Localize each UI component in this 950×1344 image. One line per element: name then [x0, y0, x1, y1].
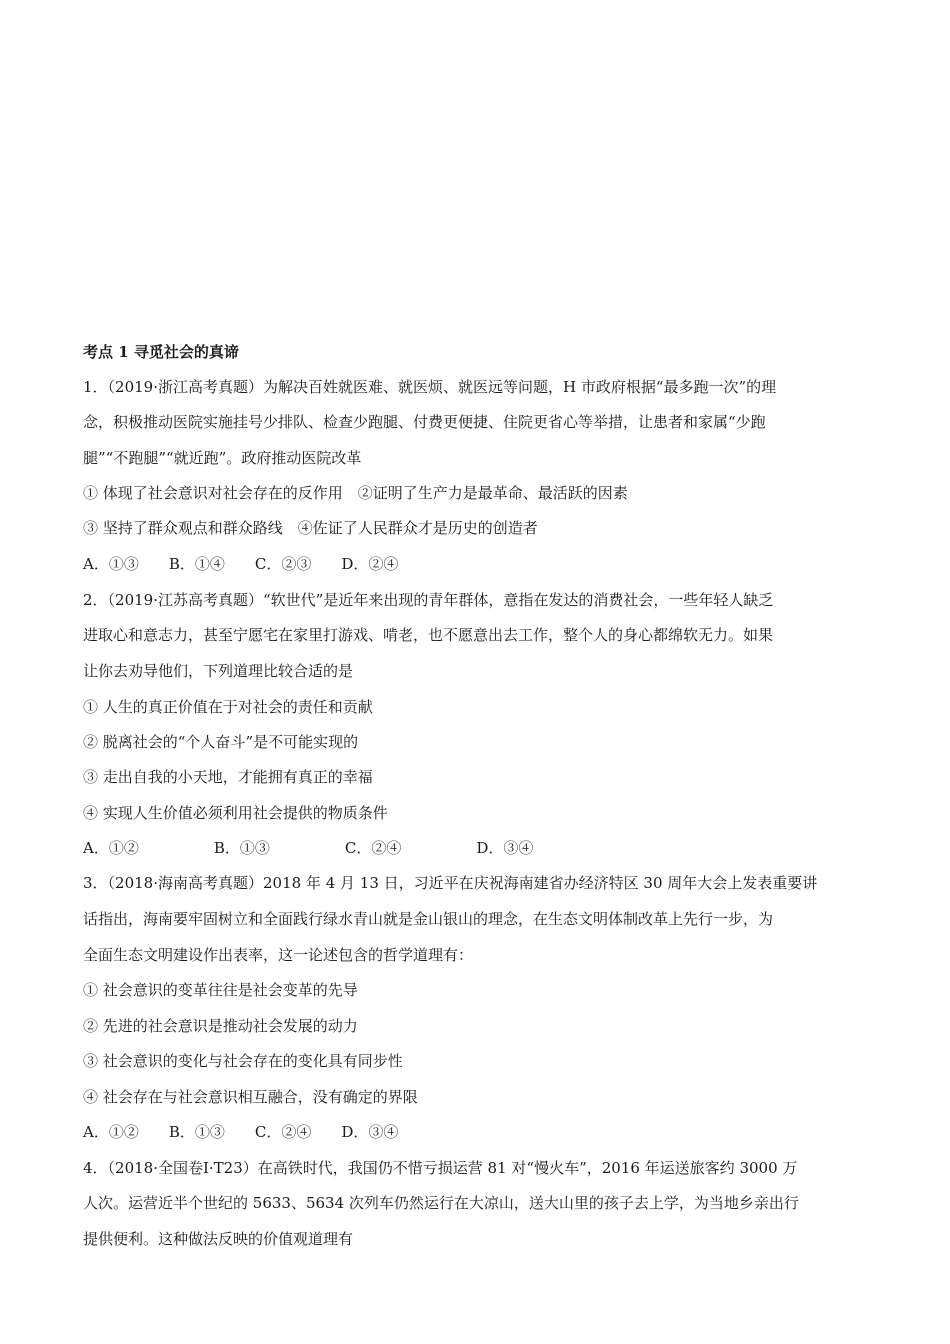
- question-3-statement-4: ④ 社会存在与社会意识相互融合，没有确定的界限: [83, 1088, 418, 1106]
- question-3-statement-1: ① 社会意识的变革往往是社会变革的先导: [83, 981, 358, 999]
- question-3-statement-2: ② 先进的社会意识是推动社会发展的动力: [83, 1017, 358, 1035]
- question-1-line-1: 1．（2019·浙江高考真题）为解决百姓就医难、就医烦、就医远等问题，H 市政府根据“最多跑一次”的理: [83, 378, 777, 396]
- question-2-statement-2: ② 脱离社会的“个人奋斗”是不可能实现的: [83, 733, 359, 751]
- question-4-line-2: 人次。运营近半个世纪的 5633、5634 次列车仍然运行在大凉山，送大山里的孩子去上学，为当地乡亲出行: [83, 1194, 799, 1212]
- question-1-statement-1: ① 体现了社会意识对社会存在的反作用 ②证明了生产力是最革命、最活跃的因素: [83, 484, 628, 502]
- question-2-statement-3: ③ 走出自我的小天地，才能拥有真正的幸福: [83, 768, 373, 786]
- question-3-options: A．①② B．①③ C．②④ D．③④: [83, 1123, 399, 1141]
- question-4-line-1: 4．（2018·全国卷Ⅰ·T23）在高铁时代，我国仍不惜亏损运营 81 对“慢火车”，2016 年运送旅客约 3000 万: [83, 1159, 798, 1177]
- question-4-line-3: 提供便利。这种做法反映的价值观道理有: [83, 1230, 354, 1248]
- question-3-line-3: 全面生态文明建设作出表率，这一论述包含的哲学道理有：: [83, 946, 474, 964]
- question-1-options: A．①③ B．①④ C．②③ D．②④: [83, 555, 399, 573]
- question-1-statement-2: ③ 坚持了群众观点和群众路线 ④佐证了人民群众才是历史的创造者: [83, 519, 538, 537]
- question-2-line-1: 2．（2019·江苏高考真题）“软世代”是近年来出现的青年群体，意指在发达的消费社会，一些年轻人缺乏: [83, 591, 774, 609]
- question-2-options: A．①② B．①③ C．②④ D．③④: [83, 839, 534, 857]
- question-1-line-3: 腿”“不跑腿”“就近跑”。政府推动医院改革: [83, 449, 362, 467]
- question-3-line-2: 话指出，海南要牢固树立和全面践行绿水青山就是金山银山的理念，在生态文明体制改革上先行一步，为: [83, 910, 774, 928]
- question-2-line-2: 进取心和意志力，甚至宁愿宅在家里打游戏、啃老，也不愿意出去工作，整个人的身心都绵软无力。如果: [83, 626, 774, 644]
- question-2-statement-4: ④ 实现人生价值必须利用社会提供的物质条件: [83, 804, 388, 822]
- question-3-line-1: 3．（2018·海南高考真题）2018 年 4 月 13 日，习近平在庆祝海南建省办经济特区 30 周年大会上发表重要讲: [83, 874, 818, 892]
- question-3-statement-3: ③ 社会意识的变化与社会存在的变化具有同步性: [83, 1052, 403, 1070]
- question-2-line-3: 让你去劝导他们，下列道理比较合适的是: [83, 662, 354, 680]
- question-1-line-2: 念，积极推动医院实施挂号少排队、检查少跑腿、付费更便捷、住院更省心等举措，让患者和家属“少跑: [83, 413, 766, 431]
- section-heading: 考点 1 寻觅社会的真谛: [83, 343, 239, 361]
- question-2-statement-1: ① 人生的真正价值在于对社会的责任和贡献: [83, 698, 373, 716]
